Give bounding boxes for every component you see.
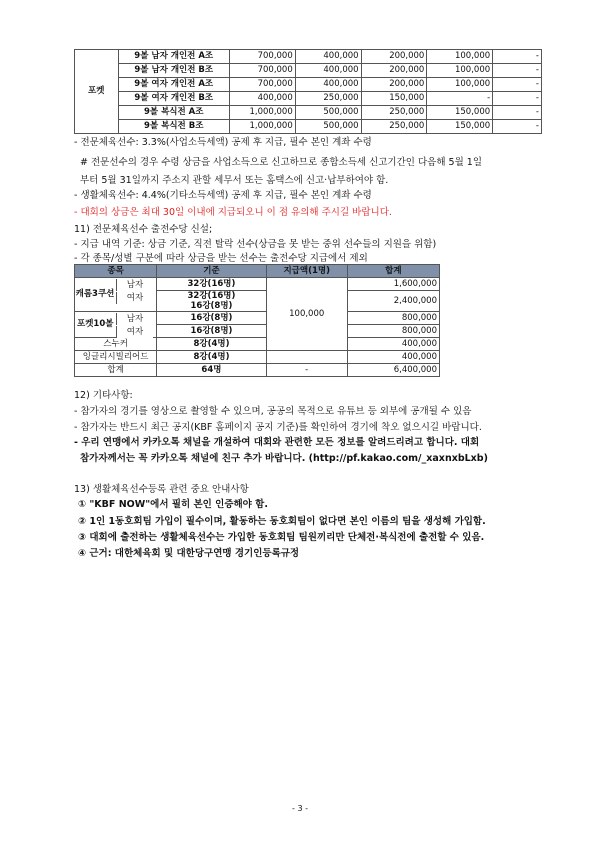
- section12-line4: 참가자께서는 꼭 카카오톡 채널에 친구 추가 바랍니다. (http://pf.kakao.com/_xaxnxbLxb): [80, 453, 488, 464]
- total-cell: 1,600,000: [347, 278, 439, 291]
- prize-cell: 700,000: [229, 78, 295, 92]
- table-row: [75, 64, 542, 78]
- prize-cell: -: [427, 92, 493, 106]
- standard-cell: 16강(8명): [157, 312, 266, 325]
- event-cell: 9볼 남자 개인전 A조: [118, 50, 229, 64]
- pro-note-line1: # 전문선수의 경우 수령 상금을 사업소득으로 신고하므로 종합소득세 신고기간인 다음해 5월 1일: [80, 157, 482, 168]
- life-tax-note: - 생활체육선수: 4.4%(기타소득세액) 공제 후 지급, 필수 본인 계좌 수령: [74, 190, 372, 201]
- sum-total: 6,400,000: [347, 364, 439, 377]
- prize-cell: 200,000: [361, 64, 427, 78]
- section13-item4: ④ 근거: 대한체육회 및 대한당구연맹 경기인등록규정: [78, 548, 300, 559]
- sum-standard: 64명: [157, 364, 266, 377]
- amount-cell: 100,000: [266, 278, 347, 351]
- carom-label: 캐롬3쿠션: [75, 289, 115, 299]
- header-cell: 기준: [157, 265, 266, 278]
- page-number: - 3 -: [292, 804, 308, 813]
- sport-cell: 포켓: [75, 50, 119, 134]
- amount-cell-empty: [266, 351, 347, 364]
- payment-warning: - 대회의 상금은 최대 30일 이내에 지급되오니 이 점 유의해 주시길 바랍니다.: [74, 207, 392, 218]
- event-cell: 9볼 복식전 A조: [118, 106, 229, 120]
- header-cell: 합계: [347, 265, 439, 278]
- event-cell: 9볼 복식전 B조: [118, 120, 229, 134]
- prize-cell: 1,000,000: [229, 106, 295, 120]
- standard-cell: 16강(8명): [157, 325, 266, 338]
- prize-cell: 1,000,000: [229, 120, 295, 134]
- prize-cell: 100,000: [427, 64, 493, 78]
- prize-cell: 150,000: [427, 106, 493, 120]
- prize-cell: 400,000: [295, 50, 361, 64]
- standard-text-b: 16강(8명): [190, 301, 233, 311]
- prize-cell: 500,000: [295, 120, 361, 134]
- prize-cell: 100,000: [427, 78, 493, 92]
- prize-cell: 150,000: [361, 92, 427, 106]
- event-cell: 9볼 여자 개인전 A조: [118, 78, 229, 92]
- standard-cell: [157, 291, 266, 312]
- table-row: [75, 338, 440, 351]
- prize-cell: 500,000: [295, 106, 361, 120]
- section12-line2: - 참가자는 반드시 최근 공지(KBF 홈페이지 공지 기준)를 확인하여 경기에 착오 없으시길 바랍니다.: [74, 422, 482, 433]
- prize-cell: 200,000: [361, 50, 427, 64]
- prize-cell: 400,000: [229, 92, 295, 106]
- prize-cell: -: [493, 50, 542, 64]
- table-row: [75, 364, 440, 377]
- standard-text-a: 32강(16명): [187, 291, 236, 301]
- section12-line3: - 우리 연맹에서 카카오톡 채널을 개설하여 대회와 관련한 모든 정보를 알려드리려고 합니다. 대회: [74, 437, 480, 448]
- standard-text: 32강(16명): [187, 278, 236, 289]
- table-row: [75, 120, 542, 134]
- section13-title: 13) 생활체육선수등록 관련 중요 안내사항: [74, 484, 249, 495]
- sum-label: 합계: [75, 364, 157, 377]
- section13-item1: ① "KBF NOW"에서 필히 본인 인증해야 함.: [78, 499, 268, 510]
- section11-line1: - 지급 내역 기준: 상금 기준, 직전 탈락 선수(상금을 못 받는 중위 선수들의 지원을 위함): [74, 239, 437, 250]
- standard-cell: 8강(4명): [157, 351, 266, 364]
- table-row: [75, 92, 542, 106]
- prize-cell: -: [493, 120, 542, 134]
- prize-cell: 200,000: [361, 78, 427, 92]
- prize-cell: 250,000: [361, 120, 427, 134]
- section11-title: 11) 전문체육선수 출전수당 신설;: [74, 224, 213, 235]
- table-header-row: [75, 265, 440, 278]
- sex-label: 여자: [116, 326, 153, 338]
- pocket-label: 포켓10볼: [75, 312, 157, 338]
- prize-cell: -: [493, 78, 542, 92]
- section12-line1: - 참가자의 경기를 영상으로 촬영할 수 있으며, 공공의 목적으로 유튜브 등 외부에 공개될 수 있음: [74, 406, 472, 417]
- table-row: [75, 351, 440, 364]
- total-cell: 400,000: [347, 351, 439, 364]
- prize-cell: 400,000: [295, 64, 361, 78]
- english-label: 잉글리시빌리어드: [75, 351, 157, 364]
- section11-line2: - 각 종목/성별 구분에 따라 상금을 받는 선수는 출전수당 지급에서 제외: [74, 253, 368, 264]
- prize-cell: -: [493, 106, 542, 120]
- standard-cell: 8강(4명): [157, 338, 266, 351]
- sex-label: 남자: [116, 313, 153, 325]
- section13-item3: ③ 대회에 출전하는 생활체육선수는 가입한 동호회팀 팀원끼리만 단체전·복식전에 출전할 수 있음.: [78, 532, 485, 543]
- total-cell: 400,000: [347, 338, 439, 351]
- sum-amount: -: [266, 364, 347, 377]
- table-row: [75, 50, 542, 64]
- prize-table: [74, 49, 542, 134]
- standard-cell: [157, 278, 266, 291]
- prize-cell: 700,000: [229, 50, 295, 64]
- prize-cell: 150,000: [427, 120, 493, 134]
- snooker-label: 스누커: [75, 338, 157, 351]
- prize-cell: 250,000: [295, 92, 361, 106]
- total-cell: 2,400,000: [347, 291, 439, 312]
- prize-cell: -: [493, 92, 542, 106]
- header-cell: 종목: [75, 265, 157, 278]
- prize-cell: 250,000: [361, 106, 427, 120]
- prize-cell: 100,000: [427, 50, 493, 64]
- prize-cell: 400,000: [295, 78, 361, 92]
- prize-cell: -: [493, 64, 542, 78]
- event-cell: 9볼 남자 개인전 B조: [118, 64, 229, 78]
- table-row: [75, 106, 542, 120]
- total-cell: 800,000: [347, 325, 439, 338]
- total-cell: 800,000: [347, 312, 439, 325]
- section12-title: 12) 기타사항:: [74, 390, 133, 401]
- event-cell: 9볼 여자 개인전 B조: [118, 92, 229, 106]
- sex-label: 남자: [116, 279, 153, 291]
- pro-note-line2: 부터 5월 31일까지 주소지 관할 세무서 또는 홈택스에 신고·납부하여야 함.: [80, 175, 389, 186]
- prize-cell: 700,000: [229, 64, 295, 78]
- sex-label: 여자: [116, 292, 153, 304]
- pro-tax-note: - 전문체육선수: 3.3%(사업소득세액) 공제 후 지급, 필수 본인 계좌 수령: [74, 137, 372, 148]
- table-row: [75, 78, 542, 92]
- header-cell: 지급액(1명): [266, 265, 347, 278]
- section13-item2: ② 1인 1동호회팀 가입이 필수이며, 활동하는 동호회팀이 없다면 본인 이름의 팀을 생성해 가입함.: [78, 516, 486, 527]
